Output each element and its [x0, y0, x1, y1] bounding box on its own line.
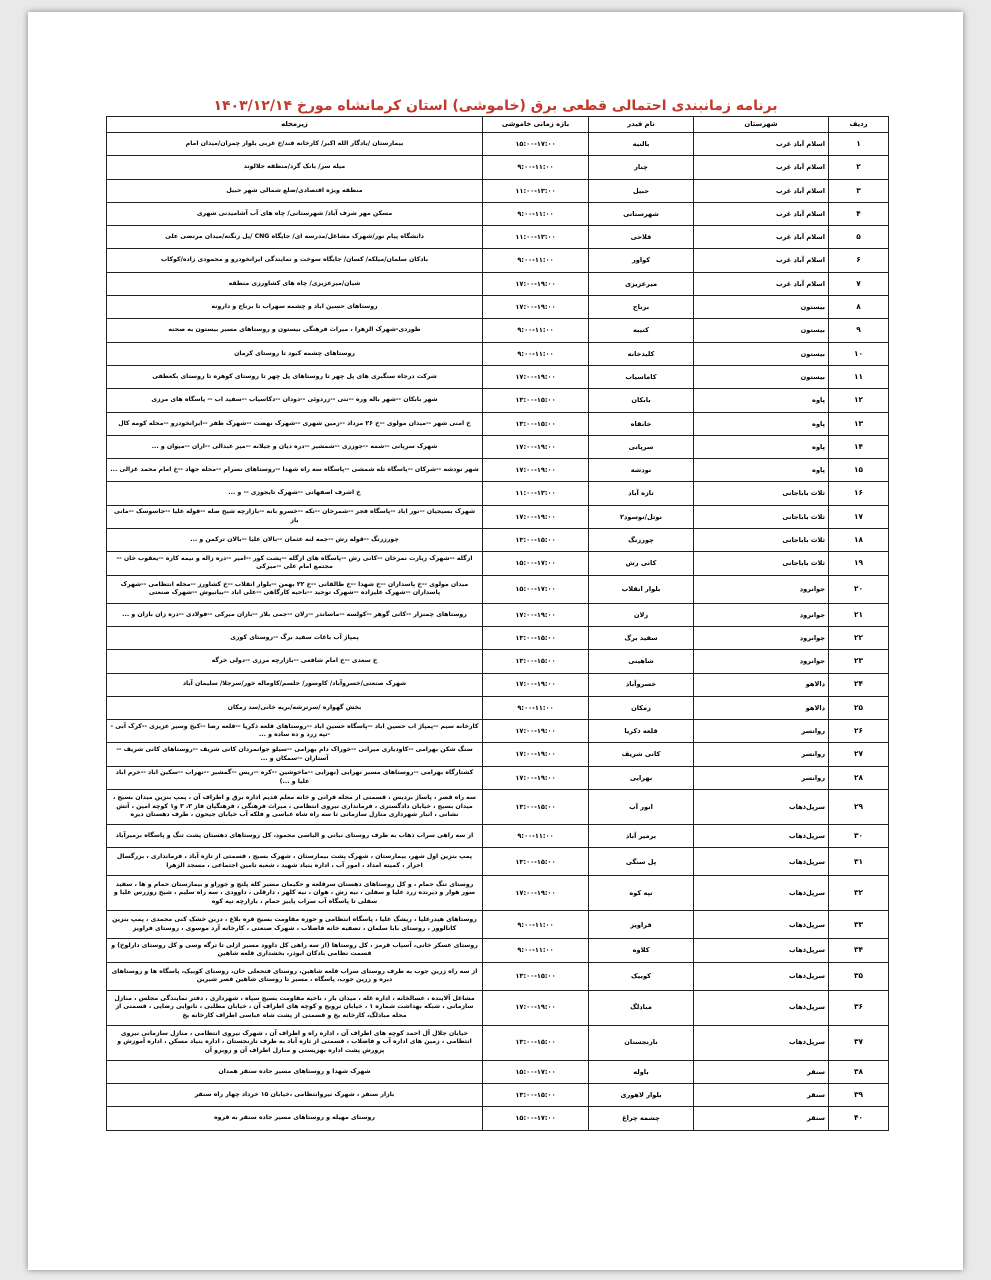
- time-cell: ۱۷:۰۰-۱۹:۰۰: [483, 876, 589, 911]
- area-cell: خ اشرف اصفهانی --شهرک تایجوزی -- و ...: [107, 482, 483, 505]
- table-row: [107, 529, 889, 552]
- county-cell: سرپل‌ذهاب: [694, 825, 829, 848]
- feeder-cell: تپه کوه: [589, 876, 694, 911]
- table-row: [107, 1060, 889, 1083]
- row-number: ۲۵: [829, 696, 889, 719]
- time-cell: ۱۷:۰۰-۱۹:۰۰: [483, 743, 589, 766]
- row-number: ۱۰: [829, 342, 889, 365]
- time-cell: ۱۳:۰۰-۱۵:۰۰: [483, 626, 589, 649]
- table-row: [107, 272, 889, 295]
- table-row: [107, 179, 889, 202]
- area-cell: دانشگاه پیام نور/شهرک مشاغل/مدرسه ای/ جایگاه CNG /پل زنگنه/میدان مرتضی علی: [107, 226, 483, 249]
- county-cell: سنقر: [694, 1083, 829, 1106]
- county-cell: ثلاث باباجانی: [694, 552, 829, 575]
- county-cell: سرپل‌ذهاب: [694, 1025, 829, 1060]
- area-cell: شهرک صنعتی/خسروآباد/ کاوسور/ حلسم/کاوماله خور/سرجلا/ سلیمان آباد: [107, 673, 483, 696]
- table-row: [107, 412, 889, 435]
- row-number: ۲۷: [829, 743, 889, 766]
- time-cell: ۹:۰۰-۱۱:۰۰: [483, 696, 589, 719]
- time-cell: ۱۳:۰۰-۱۵:۰۰: [483, 962, 589, 990]
- row-number: ۳۲: [829, 876, 889, 911]
- county-cell: روانسر: [694, 743, 829, 766]
- time-cell: ۹:۰۰-۱۱:۰۰: [483, 911, 589, 939]
- feeder-cell: سرپانی: [589, 435, 694, 458]
- feeder-cell: پل سنگی: [589, 848, 694, 876]
- header-county: شهرستان: [694, 117, 829, 133]
- table-body: [107, 133, 889, 1131]
- area-cell: خ امنی شهر --میدان مولوی --خ ۲۶ مرداد --زمین شهری --شهرک نهضت --شهرک ظفر --ایرانخودرو --محله کومه کال: [107, 412, 483, 435]
- table-row: [107, 575, 889, 603]
- table-row: [107, 911, 889, 939]
- row-number: ۱: [829, 133, 889, 156]
- table-row: [107, 743, 889, 766]
- area-cell: شهرک بسیجیان --نور اباد --پاسگاه فجر --شمرخان --نکه --خسرو بانه --بازارچه شیخ صله --قوله علیا --جاسوسک --مانی باز: [107, 505, 483, 528]
- county-cell: پاوه: [694, 412, 829, 435]
- county-cell: اسلام آباد غرب: [694, 249, 829, 272]
- row-number: ۲۳: [829, 650, 889, 673]
- area-cell: شرکت درجاه سنگبری های پل چهر تا روستاهای پل چهر تا روستای کوهره تا روستای بکعطفی: [107, 365, 483, 388]
- page-title: برنامه زمانبندی احتمالی قطعی برق (خاموشی) استان کرمانشاه مورخ ۱۴۰۳/۱۲/۱۴: [213, 98, 778, 114]
- feeder-cell: کاماسیاب: [589, 365, 694, 388]
- feeder-cell: کلاوه: [589, 939, 694, 962]
- outage-schedule-table: [106, 116, 889, 1131]
- area-cell: پمپ بنزین اول شهر، بیمارستان ، شهرک پشت بیمارستان ، شهرک بسیج ، قسمتی از تازه آباد ، فرمانداری ، بزرگسال احرار ، کمیته امداد ، امور آب ، اداره بنیاد شهید ، شعبه تامین اجتماعی ، مسجد الزهرا: [107, 848, 483, 876]
- table-row: [107, 962, 889, 990]
- county-cell: سرپل‌ذهاب: [694, 848, 829, 876]
- area-cell: شهر نودشه --شرکان --پاسگاه تله شمشی --پاسگاه سه راه شهدا --روستاهای نسرام --محله جهاد --خ امام محمد غزالی ...: [107, 459, 483, 482]
- table-row: [107, 365, 889, 388]
- table-row: [107, 296, 889, 319]
- row-number: ۸: [829, 296, 889, 319]
- time-cell: ۱۷:۰۰-۱۹:۰۰: [483, 766, 589, 789]
- feeder-cell: کانی رش: [589, 552, 694, 575]
- feeder-cell: کلیدخانه: [589, 342, 694, 365]
- table-row: [107, 990, 889, 1025]
- time-cell: ۱۳:۰۰-۱۵:۰۰: [483, 790, 589, 825]
- time-cell: ۱۷:۰۰-۱۹:۰۰: [483, 720, 589, 743]
- time-cell: ۹:۰۰-۱۱:۰۰: [483, 156, 589, 179]
- row-number: ۱۴: [829, 435, 889, 458]
- time-cell: ۱۵:۰۰-۱۷:۰۰: [483, 1107, 589, 1130]
- time-cell: ۱۳:۰۰-۱۵:۰۰: [483, 650, 589, 673]
- county-cell: سرپل‌ذهاب: [694, 939, 829, 962]
- county-cell: اسلام آباد غرب: [694, 202, 829, 225]
- area-cell: مسکن مهر شرف آباد/ شهرستانی/ چاه های آب آشامیدنی شهری: [107, 202, 483, 225]
- area-cell: ازگله --شهرک زیارت نمرخان --کانی رش --پاسگاه های ازگله --پشت کور --امیر --دره زاله و نیمه کاره --یعقوب خان --مجتمع امام علی --میرکی: [107, 552, 483, 575]
- area-cell: روستاهای چشمه کبود تا روستای کرمان: [107, 342, 483, 365]
- county-cell: سنقر: [694, 1107, 829, 1130]
- time-cell: ۱۷:۰۰-۱۹:۰۰: [483, 990, 589, 1025]
- county-cell: پاوه: [694, 389, 829, 412]
- area-cell: کارخانه سیم --پمپاژ اب حسین اباد --پاسگاه حسین اباد --روستاهای قلعه ذکریا --قلعه رضا --کیخ وسیر عزیزی --کرک آبی --تپه زرد و ده ساده و ...: [107, 720, 483, 743]
- table-row: [107, 319, 889, 342]
- header-time: بازه زمانی خاموشی: [483, 117, 589, 133]
- time-cell: ۹:۰۰-۱۱:۰۰: [483, 319, 589, 342]
- table-row: [107, 505, 889, 528]
- feeder-cell: کوبیک: [589, 962, 694, 990]
- area-cell: روستای مهیله و روستاهای مسیر جاده سنقر به قروه: [107, 1107, 483, 1130]
- area-cell: کشتارگاه بهرامی --روستاهای مسیر نهرایی (نهرایی --ماخوشین --کره --ریس --گمشیر --نهراب --سکین اباد --خرم اباد علیا و ...): [107, 766, 483, 789]
- feeder-cell: بابکان: [589, 389, 694, 412]
- table-header-row: [107, 117, 889, 133]
- feeder-cell: فلاحی: [589, 226, 694, 249]
- county-cell: بیستون: [694, 319, 829, 342]
- area-cell: بازار سنقر ، شهرک نیروانتظامی ،خیابان ۱۵ خرداد چهار راه سنقر: [107, 1083, 483, 1106]
- feeder-cell: انور آب: [589, 790, 694, 825]
- county-cell: پاوه: [694, 435, 829, 458]
- county-cell: پاوه: [694, 459, 829, 482]
- feeder-cell: بالنیه: [589, 133, 694, 156]
- county-cell: اسلام آباد غرب: [694, 133, 829, 156]
- time-cell: ۱۷:۰۰-۱۹:۰۰: [483, 459, 589, 482]
- area-cell: از سه راهی سراب ذهاب به طرف روستای نیانی و الیاسی محمود، کل روستاهای دهستان پشت تنگ و پاسگاه برمیرآباد: [107, 825, 483, 848]
- area-cell: روستای عسکر خانی، آسیاب قرمز ، کل روستاها (از سه راهی کل داوود مسیر ازلی تا ترگه وسی و کل روستای دارلوخ) و قسمت نظامی بادکان ابوذر، بخشداری قلعه شاهین: [107, 939, 483, 962]
- county-cell: جوانرود: [694, 575, 829, 603]
- table-row: [107, 825, 889, 848]
- feeder-cell: برناج: [589, 296, 694, 319]
- table-row: [107, 389, 889, 412]
- table-row: [107, 435, 889, 458]
- time-cell: ۱۳:۰۰-۱۵:۰۰: [483, 1025, 589, 1060]
- feeder-cell: تازه آباد: [589, 482, 694, 505]
- feeder-cell: شاهینی: [589, 650, 694, 673]
- time-cell: ۱۵:۰۰-۱۷:۰۰: [483, 133, 589, 156]
- feeder-cell: بلوار انقلاب: [589, 575, 694, 603]
- area-cell: خ سعدی --خ امام شافعی --بازارچه مرزی --دولی خرگه: [107, 650, 483, 673]
- area-cell: سه راه قصر ، پاساژ بردیس ، قسمتی از محله قرانی و خانه معلم قدیم اداره برق و اطراف آن ، پمپ بنزین میدان بسیج ، میدان بسیج ، خیابان دادگستری ، فرمانداری نیروی انتظامی ، میراث فرهنگی ، فرهنگیان فاز ۲، ۳ و۱ کوچه امین ، آتش نشانی ، انبار شهرداری منازل سازمانی تا سه راه شاه عباسی و فلکه آب خیابان جیحون ، طرف دهستان دیره: [107, 790, 483, 825]
- time-cell: ۱۱:۰۰-۱۳:۰۰: [483, 226, 589, 249]
- county-cell: دالاهو: [694, 696, 829, 719]
- row-number: ۳۷: [829, 1025, 889, 1060]
- area-cell: پمپاژ آب باغات سفید برگ --روستای کوری: [107, 626, 483, 649]
- table-row: [107, 1107, 889, 1130]
- time-cell: ۱۷:۰۰-۱۹:۰۰: [483, 673, 589, 696]
- feeder-cell: برمیر آباد: [589, 825, 694, 848]
- row-number: ۹: [829, 319, 889, 342]
- area-cell: میدان مولوی --خ پاسداران --خ شهدا --خ طالقانی --خ ۲۲ بهمن --بلوار انقلاب --خ کشاورز --محله انتظامی --شهرک پاسداران --شهرک علیزاده --شهرک توحید --ناحیه کارگاهی --علی اباد --بیانیوش --شهرک صنعتی: [107, 575, 483, 603]
- county-cell: ثلاث باباجانی: [694, 482, 829, 505]
- county-cell: اسلام آباد غرب: [694, 156, 829, 179]
- area-cell: مشاغل آلاینده ، عسالخانه ، اداره غله ، میدان بار ، ناحیه مقاومت بسیج سپاه ، شهرداری ، دفتر نمایندگی مجلس ، منازل سازمانی ، شبکه بهداشت شماره ۱ ، خیابان ترویج و کوچه های اطراف آن ، خیابان مطلبی ، نانوایی رضایی ، قسمتی از محله مبادلگ، کارخانه یخ و قسمتی از پشت شاه عباسی اطراف کارخانه یخ: [107, 990, 483, 1025]
- area-cell: شهرک سرپانی --شمه --جوززی --شمشیر --دره دیان و جیلانه --میر عبدالی --اران --میوان و ...: [107, 435, 483, 458]
- county-cell: روانسر: [694, 766, 829, 789]
- table-row: [107, 848, 889, 876]
- area-cell: از سه راه زرین جوب به طرف روستای سراب قلعه شاهین، روستای فتحعلی خان، روستای کوبیک، پاسگاه ها و روستاهای دیره و زرین جوب، پاسگاه ، مسیر تا روستای شاهین قصر شیرین: [107, 962, 483, 990]
- county-cell: اسلام آباد غرب: [694, 226, 829, 249]
- feeder-cell: حبیل: [589, 179, 694, 202]
- feeder-cell: چشمه چراغ: [589, 1107, 694, 1130]
- area-cell: روستاهای هیدرعلیا ، ریشگ علیا ، پاسگاه انتظامی و حوزه مقاومت بسیج قره بلاغ ، دربن خشک کنی محمدی ، پمپ بنزین کانالوور ، روستای بابا سلمان ، تصفیه خانه فاضلاب ، شهرک صنعتی ، کارخانه آرد موسوی ، روستای فراویز: [107, 911, 483, 939]
- row-number: ۲۱: [829, 603, 889, 626]
- row-number: ۱۳: [829, 412, 889, 435]
- row-number: ۳۸: [829, 1060, 889, 1083]
- feeder-cell: مبادلگ: [589, 990, 694, 1025]
- table-row: [107, 766, 889, 789]
- county-cell: بیستون: [694, 296, 829, 319]
- county-cell: روانسر: [694, 720, 829, 743]
- time-cell: ۱۷:۰۰-۱۹:۰۰: [483, 365, 589, 388]
- area-cell: منطقه ویژه اقتصادی/ضلع شمالی شهر حبیل: [107, 179, 483, 202]
- row-number: ۳۵: [829, 962, 889, 990]
- county-cell: بیستون: [694, 365, 829, 388]
- document-page: [28, 12, 963, 1270]
- table-row: [107, 249, 889, 272]
- row-number: ۷: [829, 272, 889, 295]
- time-cell: ۱۳:۰۰-۱۵:۰۰: [483, 529, 589, 552]
- area-cell: چورزرنگ --قوله رش --جمه لنه عثمان --بالان علیا --بالان ترکمن و ...: [107, 529, 483, 552]
- feeder-cell: قلعه ذکریا: [589, 720, 694, 743]
- county-cell: جوانرود: [694, 650, 829, 673]
- row-number: ۲۸: [829, 766, 889, 789]
- time-cell: ۹:۰۰-۱۱:۰۰: [483, 342, 589, 365]
- county-cell: سنقر: [694, 1060, 829, 1083]
- area-cell: سنگ شکن بهرامی --کاودیاری میرانی --خوراک دام بهرامی --سیلو جوانمردان کانی شریف --روستاهای کانی شریف --آستاران --سمکان و ...: [107, 743, 483, 766]
- row-number: ۴: [829, 202, 889, 225]
- county-cell: سرپل‌ذهاب: [694, 911, 829, 939]
- time-cell: ۱۳:۰۰-۱۵:۰۰: [483, 389, 589, 412]
- table-row: [107, 626, 889, 649]
- area-cell: شهرک شهدا و روستاهای مسیر جاده سنقر همدان: [107, 1060, 483, 1083]
- feeder-cell: خسروآباد: [589, 673, 694, 696]
- table-row: [107, 1083, 889, 1106]
- feeder-cell: بلوار لاهوری: [589, 1083, 694, 1106]
- row-number: ۴۰: [829, 1107, 889, 1130]
- header-feeder: نام فیدر: [589, 117, 694, 133]
- county-cell: اسلام آباد غرب: [694, 179, 829, 202]
- table-row: [107, 876, 889, 911]
- row-number: ۵: [829, 226, 889, 249]
- feeder-cell: نوتل/نوسود۲: [589, 505, 694, 528]
- feeder-cell: نهرایی: [589, 766, 694, 789]
- table-row: [107, 939, 889, 962]
- feeder-cell: زلان: [589, 603, 694, 626]
- area-cell: میله سر/ بانک گرد/منطقه جلالوند: [107, 156, 483, 179]
- county-cell: سرپل‌ذهاب: [694, 990, 829, 1025]
- feeder-cell: شهرستانی: [589, 202, 694, 225]
- time-cell: ۱۵:۰۰-۱۷:۰۰: [483, 552, 589, 575]
- area-cell: شیان/میرعزیزی/ چاه های کشاورزی منطقه: [107, 272, 483, 295]
- table-row: [107, 1025, 889, 1060]
- county-cell: سرپل‌ذهاب: [694, 876, 829, 911]
- row-number: ۱۱: [829, 365, 889, 388]
- table-row: [107, 226, 889, 249]
- row-number: ۳۳: [829, 911, 889, 939]
- table-row: [107, 673, 889, 696]
- row-number: ۳۰: [829, 825, 889, 848]
- area-cell: خیابان جلال آل احمد کوچه های اطراف آن ، اداره راه و اطراف آن ، شهرک نیروی انتظامی ، منازل سازمانی نیروی انتظامی ، زمین های اداره آب و فاضلاب ، قسمتی از تازه آباد به طرف نارنجستان ، اداره بنیاد مسکن ، اداره آموزش و پرورش پشت اداره بهزیستی و منازل اطراف آن و روبرو آن: [107, 1025, 483, 1060]
- area-cell: بادکان سلمان/میلکه/ کسان/ جایگاه سوخت و نمایندگی ایرانخودرو و محمودی زاده/کوکاب: [107, 249, 483, 272]
- row-number: ۲: [829, 156, 889, 179]
- row-number: ۲۹: [829, 790, 889, 825]
- area-cell: بیمارستان /یادگار الله اکبر/ کارخانه قند/خ غربی بلوار چمران/میدان امام: [107, 133, 483, 156]
- table-row: [107, 459, 889, 482]
- time-cell: ۱۷:۰۰-۱۹:۰۰: [483, 435, 589, 458]
- table-row: [107, 342, 889, 365]
- time-cell: ۱۷:۰۰-۱۹:۰۰: [483, 505, 589, 528]
- area-cell: روستاهای حسین اباد و چشمه سهراب تا برناج و دارونه: [107, 296, 483, 319]
- county-cell: دالاهو: [694, 673, 829, 696]
- row-number: ۲۴: [829, 673, 889, 696]
- row-number: ۱۹: [829, 552, 889, 575]
- feeder-cell: خانقاه: [589, 412, 694, 435]
- header-area: زیرمحله: [107, 117, 483, 133]
- time-cell: ۹:۰۰-۱۱:۰۰: [483, 939, 589, 962]
- table-row: [107, 603, 889, 626]
- county-cell: سرپل‌ذهاب: [694, 790, 829, 825]
- time-cell: ۱۷:۰۰-۱۹:۰۰: [483, 272, 589, 295]
- table-row: [107, 650, 889, 673]
- time-cell: ۱۳:۰۰-۱۵:۰۰: [483, 412, 589, 435]
- time-cell: ۱۳:۰۰-۱۵:۰۰: [483, 848, 589, 876]
- feeder-cell: باوله: [589, 1060, 694, 1083]
- county-cell: سرپل‌ذهاب: [694, 962, 829, 990]
- table-row: [107, 552, 889, 575]
- table-row: [107, 696, 889, 719]
- row-number: ۱۶: [829, 482, 889, 505]
- row-number: ۳۶: [829, 990, 889, 1025]
- time-cell: ۱۱:۰۰-۱۳:۰۰: [483, 482, 589, 505]
- area-cell: طوردی-شهرک الزهرا ، میراث فرهنگی بیستون و روستاهای مسیر بیستون به صحنه: [107, 319, 483, 342]
- table-row: [107, 790, 889, 825]
- county-cell: ثلاث باباجانی: [694, 529, 829, 552]
- row-number: ۳: [829, 179, 889, 202]
- area-cell: بخش گهواره /سرترشه/بریه خانی/سد زمکان: [107, 696, 483, 719]
- time-cell: ۱۷:۰۰-۱۹:۰۰: [483, 296, 589, 319]
- feeder-cell: کتیبه: [589, 319, 694, 342]
- county-cell: جوانرود: [694, 603, 829, 626]
- row-number: ۶: [829, 249, 889, 272]
- area-cell: روستای تنگ حمام ، و کل روستاهای دهستان سرقلعه و حکیمان مسیر کله پلنچ و جوراو و بیمارستان حمام و ها ، سفید سور هوار و دیرنده زرد علیا و سفلی ، نیه زش ، هوان ، نیه کلهر ، دارقلی ، داوودی ، سه راه سلیم ، شیخ روزرس علیا و سفلی تا پاسگاه آب سراب پاییز حمام ، بازارچه تپه کوه: [107, 876, 483, 911]
- time-cell: ۹:۰۰-۱۱:۰۰: [483, 825, 589, 848]
- feeder-cell: سفید برگ: [589, 626, 694, 649]
- feeder-cell: نارنجستان: [589, 1025, 694, 1060]
- area-cell: شهر بابکان --شهر باله وره --نتی --زردوئی --دودان --دکاسیاب --سفید اب -- پاسگاه های مرزی: [107, 389, 483, 412]
- area-cell: روستاهای چمنزار --کانی گوهر --کولسه --ماساندر --زلان --جمی بلاز --بازان میرکی --فولادی --دره زان بازان و ...: [107, 603, 483, 626]
- feeder-cell: فراویز: [589, 911, 694, 939]
- time-cell: ۹:۰۰-۱۱:۰۰: [483, 249, 589, 272]
- feeder-cell: چورزنگ: [589, 529, 694, 552]
- row-number: ۲۶: [829, 720, 889, 743]
- time-cell: ۱۵:۰۰-۱۷:۰۰: [483, 1060, 589, 1083]
- row-number: ۲۰: [829, 575, 889, 603]
- feeder-cell: میرعزیزی: [589, 272, 694, 295]
- row-number: ۱۵: [829, 459, 889, 482]
- row-number: ۳۱: [829, 848, 889, 876]
- county-cell: جوانرود: [694, 626, 829, 649]
- table-row: [107, 482, 889, 505]
- county-cell: بیستون: [694, 342, 829, 365]
- row-number: ۳۹: [829, 1083, 889, 1106]
- county-cell: ثلاث باباجانی: [694, 505, 829, 528]
- row-number: ۲۲: [829, 626, 889, 649]
- feeder-cell: کواور: [589, 249, 694, 272]
- county-cell: اسلام آباد غرب: [694, 272, 829, 295]
- header-row-number: ردیف: [829, 117, 889, 133]
- row-number: ۱۲: [829, 389, 889, 412]
- time-cell: ۱۳:۰۰-۱۵:۰۰: [483, 1083, 589, 1106]
- row-number: ۱۸: [829, 529, 889, 552]
- row-number: ۱۷: [829, 505, 889, 528]
- table-row: [107, 720, 889, 743]
- feeder-cell: نودشه: [589, 459, 694, 482]
- time-cell: ۹:۰۰-۱۱:۰۰: [483, 202, 589, 225]
- time-cell: ۱۵:۰۰-۱۷:۰۰: [483, 575, 589, 603]
- table-row: [107, 156, 889, 179]
- feeder-cell: کانی شریف: [589, 743, 694, 766]
- time-cell: ۱۷:۰۰-۱۹:۰۰: [483, 603, 589, 626]
- feeder-cell: چنار: [589, 156, 694, 179]
- time-cell: ۱۱:۰۰-۱۳:۰۰: [483, 179, 589, 202]
- table-row: [107, 202, 889, 225]
- row-number: ۳۴: [829, 939, 889, 962]
- feeder-cell: زمکان: [589, 696, 694, 719]
- table-row: [107, 133, 889, 156]
